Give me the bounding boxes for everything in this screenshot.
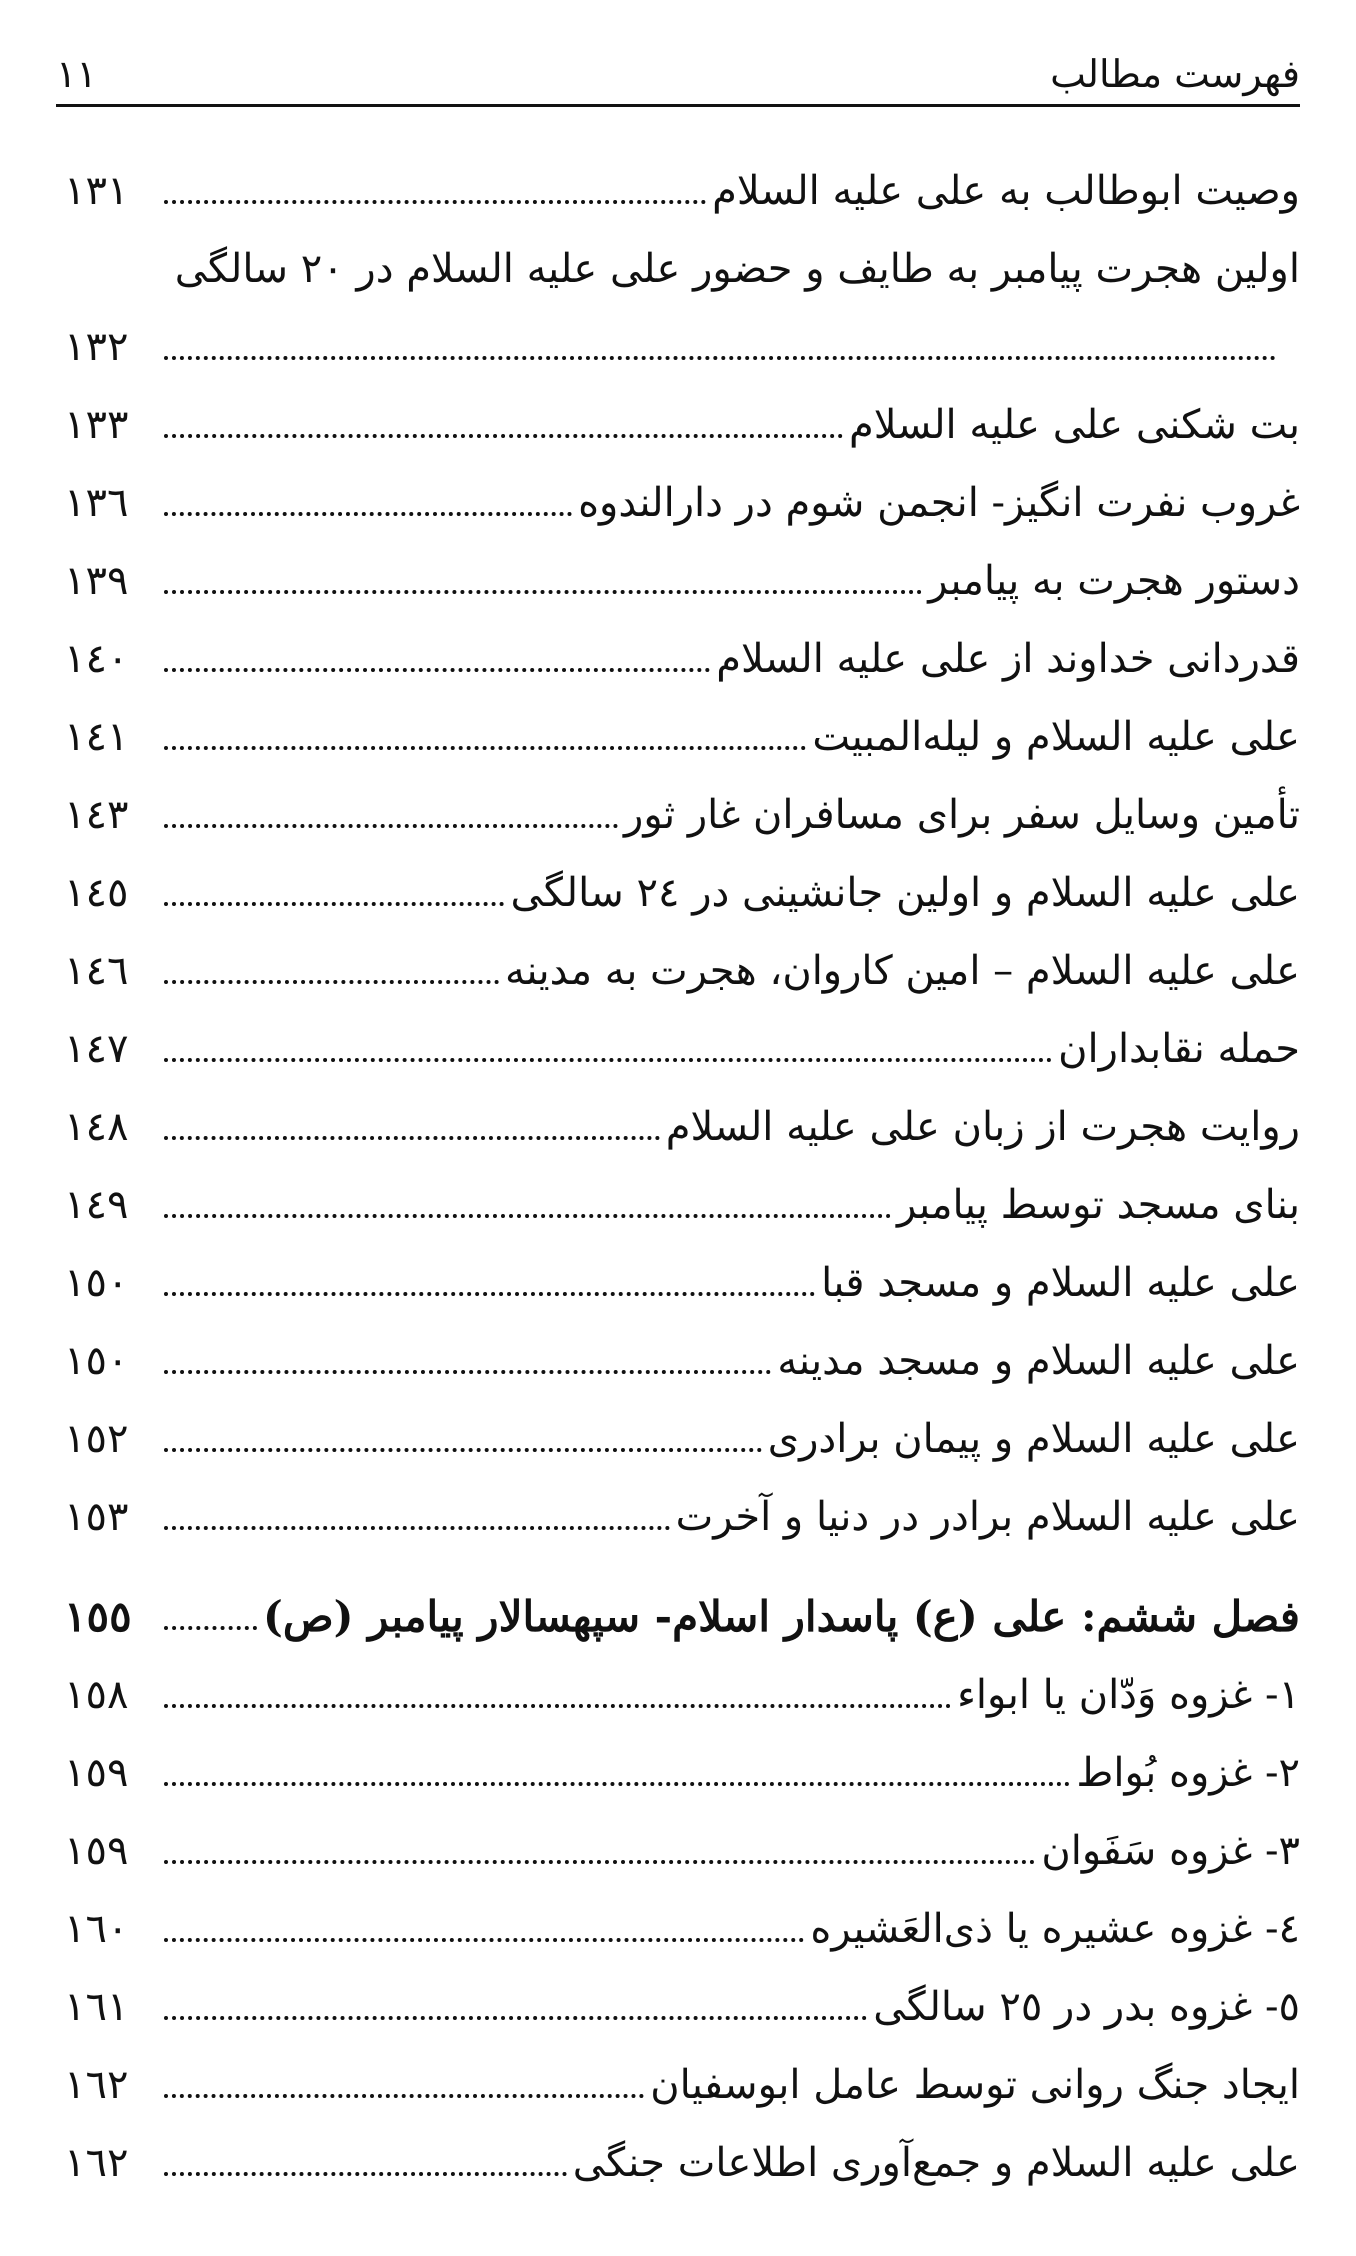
toc-entry-title: بت شکنی علی علیه السلام (849, 402, 1300, 448)
toc-entry[interactable] (64, 854, 1300, 932)
toc-entry-page: ١٦٠ (64, 1906, 129, 1952)
toc-entry[interactable] (64, 2046, 1300, 2124)
toc-entry-page: ١٤٩ (64, 1182, 129, 1228)
leader-dots (164, 2172, 567, 2176)
toc-entry-title: ١- غزوه وَدّان یا ابواء (957, 1672, 1300, 1718)
toc-entry-title: اولین هجرت پیامبر به طایف و حضور علی علیه السلام در ٢٠ سالگی (174, 246, 1300, 292)
toc-entry-title: دستور هجرت به پیامبر (928, 558, 1300, 604)
toc-entry[interactable] (64, 1322, 1300, 1400)
leader-dots (164, 512, 572, 516)
toc-entry-title: روایت هجرت از زبان علی علیه السلام (665, 1104, 1300, 1150)
toc-entry-title: تأمین وسایل سفر برای مسافران غار ثور (624, 792, 1300, 838)
toc-entry[interactable] (64, 698, 1300, 776)
leader-dots (164, 1938, 804, 1942)
toc-entry-title: ٤- غزوه عشیره یا ذی‌العَشیره (810, 1906, 1300, 1952)
toc-entry-page: ١٥٨ (64, 1672, 129, 1718)
toc-entry[interactable] (64, 2124, 1300, 2202)
toc-entry-title: علی علیه السلام و جمع‌آوری اطلاعات جنگی (572, 2140, 1300, 2186)
toc-entry-page: ١٥٩ (64, 1828, 129, 1874)
toc-entry-page: ١٦٢ (64, 2140, 129, 2186)
chapter-title: فصل ششم: علی (ع) پاسدار اسلام- سپهسالار پیامبر (ص) (263, 1592, 1300, 1641)
leader-dots (164, 824, 618, 828)
toc-entry-title: علی علیه السلام و مسجد مدینه (777, 1338, 1300, 1384)
leader-dots (164, 590, 922, 594)
leader-dots (164, 2016, 867, 2020)
leader-dots (164, 356, 1276, 360)
toc-entry-page: ١٤٦ (64, 948, 129, 994)
leader-dots (164, 1136, 660, 1140)
leader-dots (164, 1448, 762, 1452)
toc-entry-page: ١٤٣ (64, 792, 129, 838)
toc-entry-page: ١٣١ (64, 168, 129, 214)
toc-entry-page: ١٣٦ (64, 480, 129, 526)
leader-dots (164, 1526, 670, 1530)
toc-entry[interactable] (64, 230, 1300, 308)
header-section-title: فهرست مطالب (1050, 52, 1300, 96)
toc-entry-title: علی علیه السلام – امین کاروان، هجرت به مدینه (504, 948, 1300, 994)
toc-entry[interactable] (64, 1812, 1300, 1890)
leader-dots (164, 668, 710, 672)
toc-entry[interactable] (64, 1088, 1300, 1166)
leader-dots (164, 1370, 771, 1374)
toc-entry-page: ١٥٠ (64, 1338, 129, 1384)
header-page-number: ١١ (56, 52, 97, 96)
leader-dots (164, 1782, 1070, 1786)
toc-entry-title: علی علیه السلام و لیله‌المبیت (812, 714, 1300, 760)
toc-entry-title: ٢- غزوه بُواط (1076, 1750, 1300, 1796)
leader-dots (164, 1860, 1035, 1864)
toc-entry-page: ١٤١ (64, 714, 129, 760)
toc-entry-page: ١٥٣ (64, 1494, 129, 1540)
running-header (56, 26, 1300, 96)
toc-entry[interactable] (64, 776, 1300, 854)
leader-dots (164, 2094, 644, 2098)
toc-entry-page: ١٥٩ (64, 1750, 129, 1796)
toc-entry-page: ١٥٠ (64, 1260, 129, 1306)
toc-entry[interactable] (64, 620, 1300, 698)
toc-entry[interactable] (64, 152, 1300, 230)
leader-dots (164, 746, 806, 750)
table-of-contents (64, 152, 1300, 2202)
leader-dots (164, 1626, 257, 1630)
leader-dots (164, 1058, 1052, 1062)
toc-entry-title: غروب نفرت انگیز- انجمن شوم در دارالندوه (578, 480, 1300, 526)
toc-entry-title: بنای مسجد توسط پیامبر (896, 1182, 1300, 1228)
toc-entry-continuation[interactable] (64, 308, 1300, 386)
leader-dots (164, 980, 499, 984)
toc-entry-title: علی علیه السلام و اولین جانشینی در ٢٤ سالگی (510, 870, 1300, 916)
toc-entry[interactable] (64, 1166, 1300, 1244)
toc-entry[interactable] (64, 1244, 1300, 1322)
toc-entry-page: ١٤٥ (64, 870, 129, 916)
toc-entry[interactable] (64, 1010, 1300, 1088)
toc-entry[interactable] (64, 386, 1300, 464)
toc-entry-page: ١٣٩ (64, 558, 129, 604)
toc-entry[interactable] (64, 1656, 1300, 1734)
header-divider (56, 104, 1300, 107)
toc-entry[interactable] (64, 1478, 1300, 1556)
toc-entry-title: قدردانی خداوند از علی علیه السلام (716, 636, 1300, 682)
leader-dots (164, 1214, 891, 1218)
toc-entry-page: ١٤٠ (64, 636, 129, 682)
toc-entry-page: ١٦٢ (64, 2062, 129, 2108)
toc-entry[interactable] (64, 1890, 1300, 1968)
toc-entry-page: ١٤٨ (64, 1104, 129, 1150)
toc-entry-title: علی علیه السلام و مسجد قبا (821, 1260, 1300, 1306)
leader-dots (164, 434, 843, 438)
toc-entry-page: ١٦١ (64, 1984, 129, 2030)
toc-entry-page: ١٣٣ (64, 402, 129, 448)
toc-entry[interactable] (64, 542, 1300, 620)
toc-entry[interactable] (64, 1734, 1300, 1812)
toc-entry[interactable] (64, 1400, 1300, 1478)
toc-entry-title: علی علیه السلام برادر در دنیا و آخرت (675, 1494, 1300, 1540)
toc-entry[interactable] (64, 464, 1300, 542)
toc-entry-page: ١٥٢ (64, 1416, 129, 1462)
leader-dots (164, 1292, 815, 1296)
toc-entry-title: ایجاد جنگ روانی توسط عامل ابوسفیان (650, 2062, 1300, 2108)
toc-entry-title: علی علیه السلام و پیمان برادری (767, 1416, 1300, 1462)
chapter-page: ١٥٥ (64, 1592, 132, 1641)
leader-dots (164, 902, 504, 906)
toc-entry-page: ١٣٢ (64, 324, 129, 370)
toc-entry-title: حمله نقابداران (1058, 1026, 1300, 1072)
toc-entry-page: ١٤٧ (64, 1026, 129, 1072)
leader-dots (164, 200, 706, 204)
toc-entry-title: ٣- غزوه سَفَوان (1041, 1828, 1300, 1874)
toc-entry[interactable] (64, 1968, 1300, 2046)
toc-chapter-heading[interactable] (64, 1578, 1300, 1656)
toc-entry-title: وصیت ابوطالب به علی علیه السلام (712, 168, 1300, 214)
toc-entry[interactable] (64, 932, 1300, 1010)
toc-entry-title: ٥- غزوه بدر در ٢٥ سالگی (873, 1984, 1300, 2030)
leader-dots (164, 1704, 951, 1708)
